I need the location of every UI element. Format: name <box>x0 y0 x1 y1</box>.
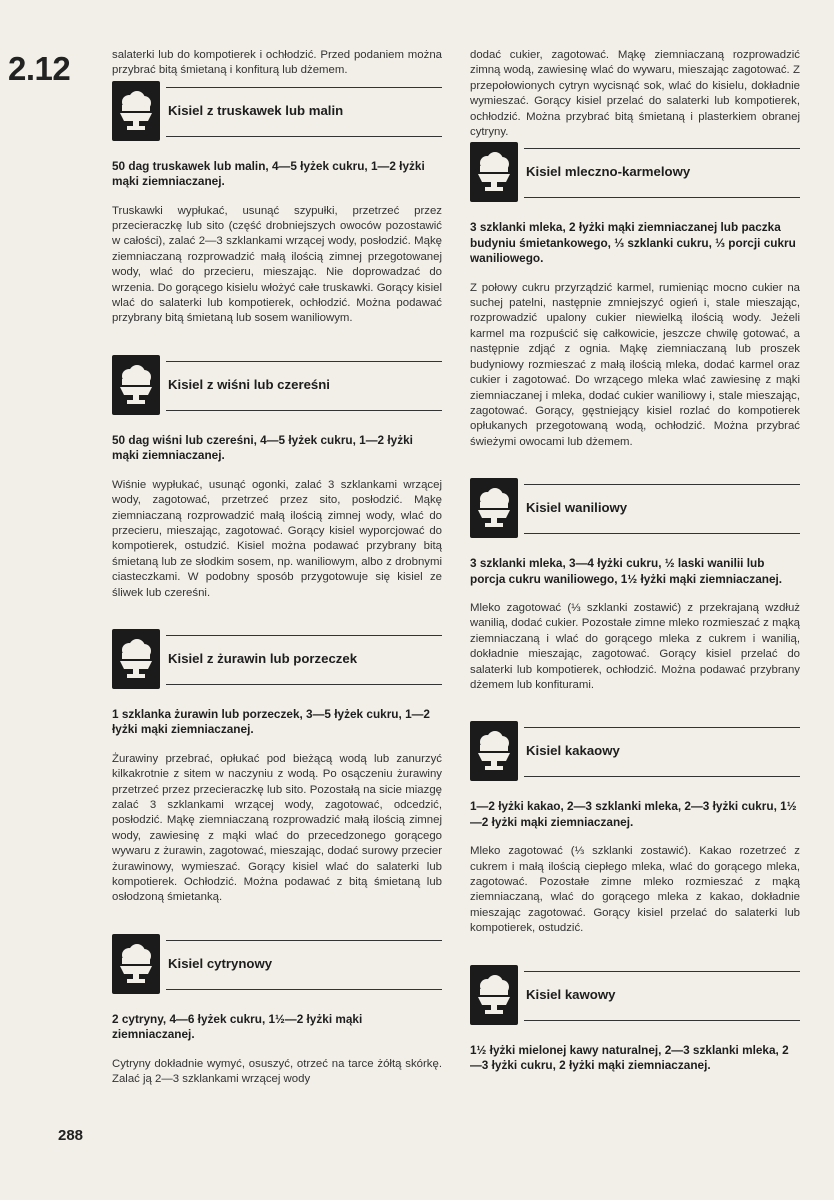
rule-line <box>166 635 442 636</box>
left-column <box>112 48 442 1087</box>
recipe-method: Żurawiny przebrać, opłukać pod bieżącą wodą lub zanurzyć kilkakrotnie z sitem w naczyniu z wodą. Po osączeniu żurawiny przetrzeć przez przecieraczkę lub sito. Pozostałą na sicie miazgę zalać 3 szklankami wrzącej wody, zagotować, odcedzić, posłodzić. Mąkę ziemniaczaną rozprowadzić małą ilością zimnej wody, zawiesinę z mąki wlać do przecedzonego gorącego wywaru z żurawin, zagotować, mieszając, dodać surowy przecier żurawinowy, wymieszać. Gorący kisiel wlać do salaterki lub kompotierek. Ochłodzić. Można podawać z bitą śmietaną lub osłodzoną śmietanką. <box>112 752 442 904</box>
recipe-ingredients: 2 cytryny, 4—6 łyżek cukru, 1½—2 łyżki mąki ziemniaczanej. <box>112 1011 363 1042</box>
recipe-ingredients: 3 szklanki mleka, 3—4 łyżki cukru, ½ laski wanilii lub porcja cukru waniliowego, 1½ łyżki mąki ziemniaczanej. <box>470 556 783 586</box>
recipe-method: Wiśnie wypłukać, usunąć ogonki, zalać 3 szklankami wrzącej wody, zagotować, przetrzeć przez sito, posłodzić. Mąkę ziemniaczaną rozprowadzić małą ilością zimnej wody, wlać do przecieru, mieszając, zagotować. Gorący kisiel wyporcjować do kompotierek, ostudzić. Kisiel można podawać przybrany bitą śmietaną lub ze słodkim sosem, np. waniliowym, albo z drobnymi ciasteczkami. W podobny sposób przygotowuje się kisiel ze śliwek lub czereśni. <box>112 478 442 599</box>
rule-line <box>524 197 800 198</box>
rule-line <box>524 727 800 728</box>
recipe-title: Kisiel z wiśni lub czereśni <box>168 376 330 392</box>
recipe-method: Truskawki wypłukać, usunąć szypułki, przetrzeć przez przecieraczkę lub sito (część drobniejszych owoców pozostawić w całości), zalać 2—3 szklankami wrzącej wody, posłodzić. Mąkę ziemniaczaną rozprowadzić małą ilością zimnej przegotowanej wody, wlać do przecieru, mieszając. Nie doprowadzać do wrzenia. Do gorącego kisielu włożyć całe truskawki. Gorący kisiel wlać do salaterki lub kompotierek, ochłodzić. Można podawać przybrany bitą śmietaną lub sosem waniliowym. <box>112 204 442 325</box>
dessert-bowl-icon <box>112 934 160 994</box>
rule-line <box>524 533 800 534</box>
left-recipe-list <box>112 79 442 1088</box>
rule-line <box>166 136 442 137</box>
dessert-bowl-icon <box>112 629 160 689</box>
recipe <box>112 627 442 906</box>
recipe <box>112 79 442 327</box>
recipe <box>470 476 800 693</box>
dessert-bowl-icon <box>112 81 160 141</box>
recipe-title: Kisiel z żurawin lub porzeczek <box>168 650 358 666</box>
recipe-header <box>470 140 800 206</box>
right-column <box>470 48 800 1087</box>
dessert-bowl-icon <box>112 355 160 415</box>
recipe-header <box>112 627 442 693</box>
right-lead-text: dodać cukier, zagotować. Mąkę ziemniaczaną rozprowadzić zimną wodą, zawiesinę wlać do wywaru, mieszając zagotować. Z przepołowionych cytryn wycisnąć sok, wlać do kisielu, dokładnie wymieszać. Gorący kisiel przelać do salaterki lub kompotierek, ochłodzić. Można przybrać bitą śmietaną i plasterkiem obranej cytryny. <box>470 49 800 139</box>
recipe <box>112 932 442 1088</box>
dessert-bowl-icon <box>470 478 518 538</box>
recipe-title: Kisiel mleczno-karmelowy <box>526 164 691 180</box>
rule-line <box>524 1020 800 1021</box>
recipe-ingredients: 1½ łyżki mielonej kawy naturalnej, 2—3 szklanki mleka, 2—3 łyżki cukru, 2 łyżki mąki ziemniaczanej. <box>470 1042 789 1073</box>
left-lead-text: salaterki lub do kompotierek i ochłodzić. Przed podaniem można przybrać bitą śmietaną i konfiturą lub dżemem. <box>112 49 442 77</box>
recipe <box>470 963 800 1074</box>
recipe-method: Cytryny dokładnie wymyć, osuszyć, otrzeć na tarce żółtą skórkę. Zalać ją 2—3 szklankami wrzącej wody <box>112 1057 442 1086</box>
dessert-bowl-icon <box>470 721 518 781</box>
rule-line <box>166 87 442 88</box>
recipe-title: Kisiel cytrynowy <box>168 955 273 971</box>
recipe <box>112 353 442 601</box>
recipe-ingredients: 50 dag truskawek lub malin, 4—5 łyżek cukru, 1—2 łyżki mąki ziemniaczanej. <box>112 158 425 189</box>
recipe-header <box>470 719 800 785</box>
recipe <box>470 140 800 450</box>
recipe-ingredients: 1—2 łyżki kakao, 2—3 szklanki mleka, 2—3 łyżki cukru, 1½—2 łyżki mąki ziemniaczanej. <box>470 799 797 829</box>
recipe-ingredients: 3 szklanki mleka, 2 łyżki mąki ziemniaczanej lub paczka budyniu śmietankowego, ⅓ szklanki cukru, ⅓ porcji cukru waniliowego. <box>470 220 796 266</box>
recipe-title: Kisiel kakaowy <box>526 743 620 759</box>
dessert-bowl-icon <box>470 142 518 202</box>
rule-line <box>524 776 800 777</box>
page-number: 288 <box>58 1127 84 1144</box>
section-number: 2.12 <box>8 50 71 87</box>
recipe-header <box>112 353 442 419</box>
recipe-title: Kisiel z truskawek lub malin <box>168 102 344 118</box>
recipe-header <box>112 932 442 998</box>
recipe-method: Mleko zagotować (⅓ szklanki zostawić) z przekrajaną wzdłuż wanilią, dodać cukier. Pozostałe zimne mleko rozmieszać z mąką ziemniaczaną i wlać do gorącego mleka z cukrem i wanilią, dokładnie mieszając, zagotować. Gorący kisiel przelać do salaterki lub kompotierek, ochłodzić. Można podawać przybrany dżemem lub konfiturami. <box>470 601 800 691</box>
rule-line <box>166 684 442 685</box>
recipe-header <box>112 79 442 145</box>
rule-line <box>524 484 800 485</box>
recipe <box>470 719 800 936</box>
rule-line <box>166 361 442 362</box>
rule-line <box>524 148 800 149</box>
rule-line <box>166 940 442 941</box>
right-recipe-list <box>470 140 800 1073</box>
dessert-bowl-icon <box>470 965 518 1025</box>
recipe-header <box>470 963 800 1029</box>
recipe-header <box>470 476 800 542</box>
recipe-title: Kisiel waniliowy <box>526 500 628 516</box>
rule-line <box>524 971 800 972</box>
recipe-ingredients: 50 dag wiśni lub czereśni, 4—5 łyżek cukru, 1—2 łyżki mąki ziemniaczanej. <box>112 432 413 463</box>
rule-line <box>166 989 442 990</box>
rule-line <box>166 410 442 411</box>
recipe-title: Kisiel kawowy <box>526 986 616 1002</box>
recipe-method: Z połowy cukru przyrządzić karmel, rumieniąc mocno cukier na suchej patelni, następnie zmniejszyć ogień i, stale mieszając, rozprowadzić upalony cukier niewielką ilością wody. Jeżeli karmel ma rozpuścić się całkowicie, jeszcze chwilę gotować, a następnie zdjąć z ognia. Mąkę ziemniaczaną lub proszek budyniowy rozmieszać z małą ilością mleka, dodać karmel oraz cukier i zagotować. Do wrzącego mleka wlać zawiesinę z mąki ziemniaczanej i mleka, dodać cukier waniliowy i, stale mieszając, zagotować. Gorący, gęstniejący kisiel rozlać do kompotierek opłukanych przegotowaną wodą, ochłodzić. Można przybrać świeżymi owocami lub dżemem. <box>470 281 800 448</box>
recipe-method: Mleko zagotować (⅓ szklanki zostawić). Kakao rozetrzeć z cukrem i małą ilością ciepłego mleka, wlać do gorącego mleka, zagotować. Pozostałe zimne mleko rozmieszać z mąką ziemniaczaną, wlać do gorącego mleka z kakao, dokładnie mieszając zagotować. Gorący kisiel przelać do salaterki lub kompotierek, ostudzić. <box>470 845 800 935</box>
recipe-ingredients: 1 szklanka żurawin lub porzeczek, 3—5 łyżek cukru, 1—2 łyżki mąki ziemniaczanej. <box>112 706 430 737</box>
